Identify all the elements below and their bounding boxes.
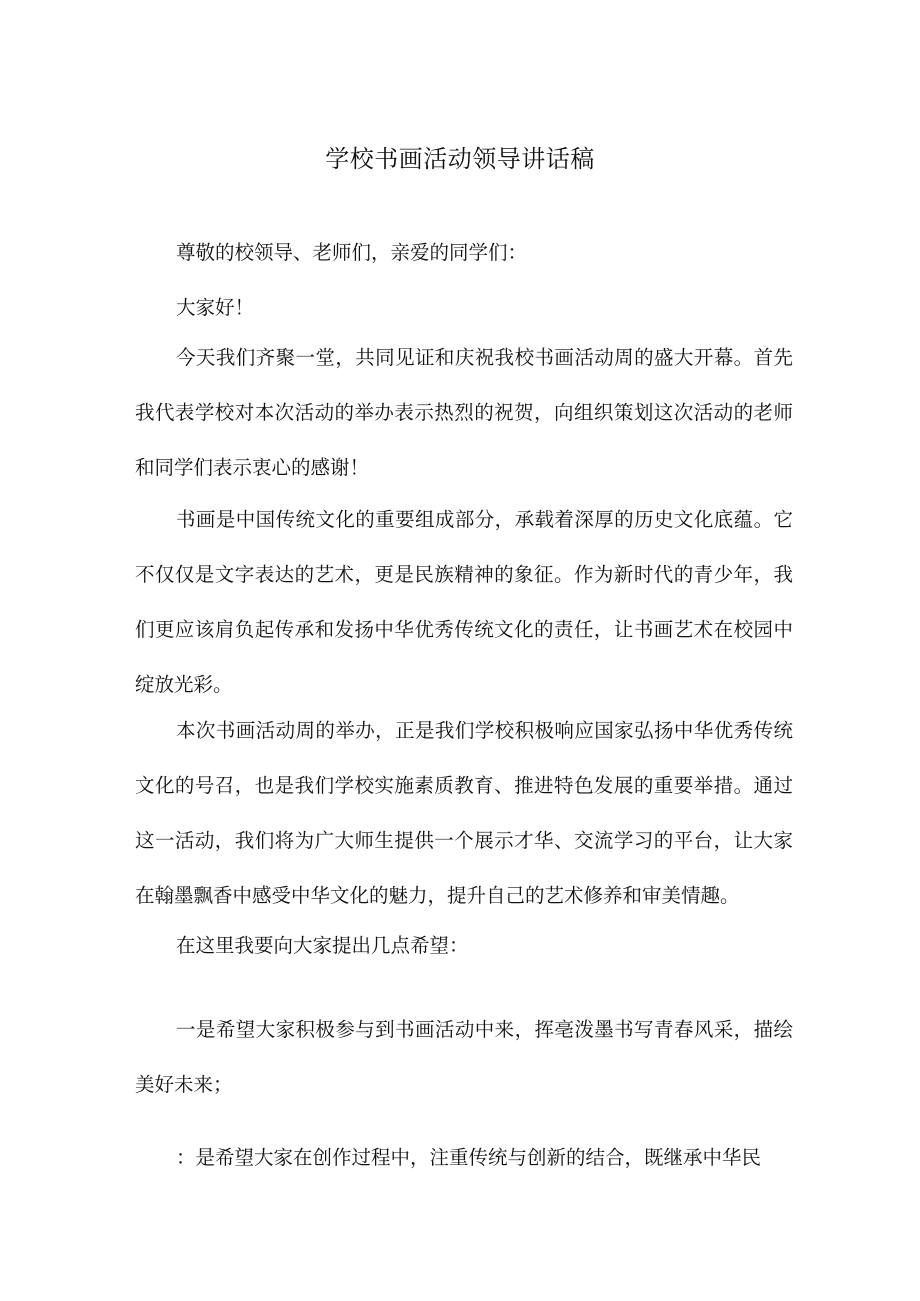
activity-purpose-paragraph: 本次书画活动周的举办，正是我们学校积极响应国家弘扬中华优秀传统文化的号召，也是我们学校实施素质教育、推进特色发展的重要举措。通过这一活动，我们将为广大师生提供一个展示才华、交流学习的平台，让大家在翰墨飘香中感受中华文化的魅力，提升自己的艺术修养和审美情趣。: [135, 719, 793, 907]
opening-paragraph: 今天我们齐聚一堂，共同见证和庆祝我校书画活动周的盛大开幕。首先我代表学校对本次活动的举办表示热烈的祝贺，向组织策划这次活动的老师和同学们表示衷心的感谢！: [135, 346, 793, 479]
second-hope-paragraph: ：是希望大家在创作过程中，注重传统与创新的结合，既继承中华民: [176, 1146, 762, 1169]
hopes-intro-paragraph: 在这里我要向大家提出几点希望：: [176, 934, 469, 957]
calligraphy-significance-paragraph: 书画是中国传统文化的重要组成部分，承载着深厚的历史文化底蕴。它不仅仅是文字表达的艺术，更是民族精神的象征。作为新时代的青少年，我们更应该肩负起传承和发扬中华优秀传统文化的责任，让书画艺术在校园中绽放光彩。: [135, 508, 793, 696]
hello-paragraph: 大家好！: [176, 296, 255, 319]
first-hope-paragraph: 一是希望大家积极参与到书画活动中来，挥亳泼墨书写青春风采，描绘美好未来；: [135, 1018, 793, 1096]
document-title: 学校书画活动领导讲话稿: [325, 145, 595, 173]
greeting-paragraph: 尊敬的校领导、老师们，亲爱的同学们：: [176, 241, 528, 264]
